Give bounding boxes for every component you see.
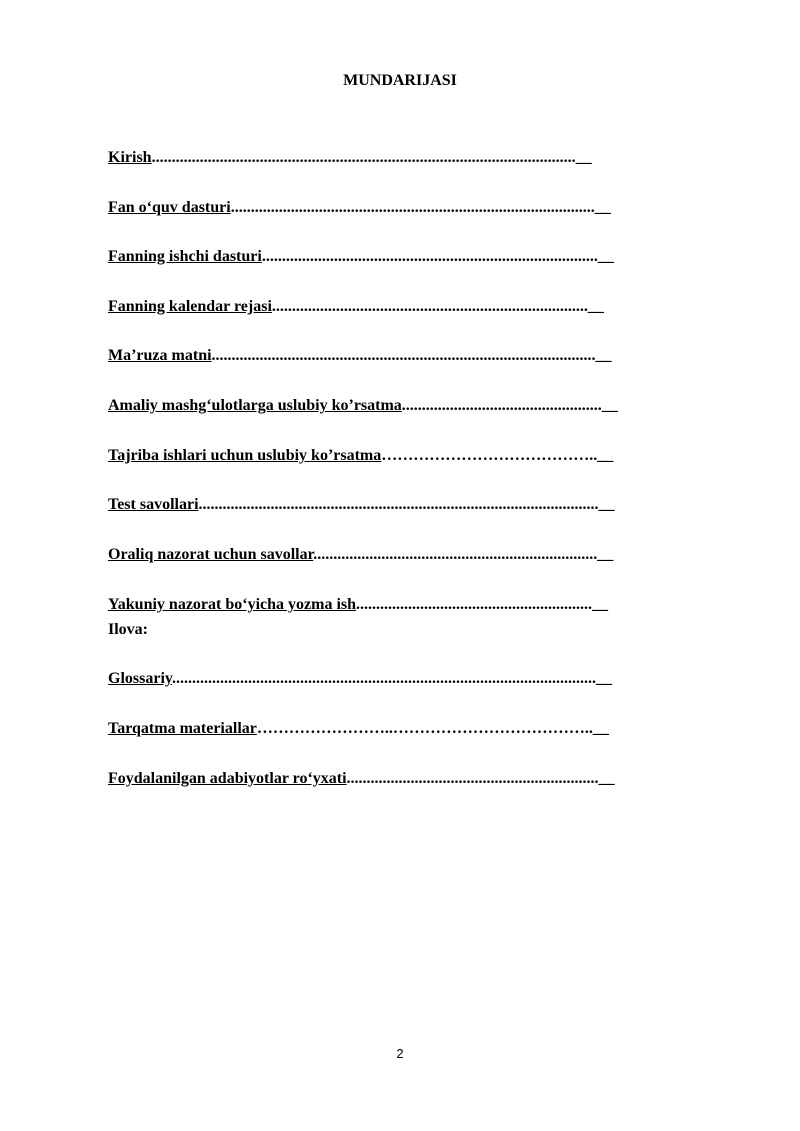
toc-entry-label: Tajriba ishlari uchun uslubiy ko’rsatma xyxy=(108,447,382,464)
toc-entry-label: Glossariy xyxy=(108,670,173,687)
toc-entry-tarqatma-materiallar[interactable] xyxy=(108,719,609,739)
toc-entry-label: Fanning kalendar rejasi xyxy=(108,298,272,315)
toc-page-blank: __ xyxy=(598,496,615,513)
toc-entry-fanning-kalendar-rejasi[interactable] xyxy=(108,297,604,317)
toc-entry-label: Yakuniy nazorat bo‘yicha yozma ish xyxy=(108,596,357,613)
toc-page-blank: __ xyxy=(587,298,604,315)
toc-dot-leader: .......................................................................................................... xyxy=(172,670,597,687)
toc-entry-label: Fan o‘quv dasturi xyxy=(108,199,231,216)
toc-page-blank: __ xyxy=(597,447,614,464)
toc-entry-tajriba-ishlari[interactable] xyxy=(108,446,613,466)
toc-page-blank: __ xyxy=(592,720,609,737)
toc-entry-kirish[interactable] xyxy=(108,148,592,168)
toc-entry-oraliq-nazorat[interactable] xyxy=(108,545,613,565)
toc-page-blank: __ xyxy=(601,397,618,414)
toc-dot-leader: ........................................................... xyxy=(356,596,593,613)
toc-entry-label: Tarqatma materiallar xyxy=(108,720,257,737)
toc-entry-label: Ma’ruza matni xyxy=(108,347,212,364)
page-title: MUNDARIJASI xyxy=(343,72,457,89)
toc-dot-leader: ............................................................... xyxy=(346,770,599,787)
toc-entry-label: Oraliq nazorat uchun savollar xyxy=(108,546,314,563)
toc-entry-yakuniy-nazorat[interactable] xyxy=(108,595,608,615)
toc-entry-amaliy-mashgulotlar[interactable] xyxy=(108,396,618,416)
toc-entry-label: Amaliy mashg‘ulotlarga uslubiy ko’rsatma xyxy=(108,397,402,414)
toc-dot-leader: ………………………………….. xyxy=(381,447,598,464)
toc-dot-leader: ........................................................................................... xyxy=(230,199,595,216)
toc-dot-leader: .................................................................................................... xyxy=(198,496,599,513)
toc-entry-label: Fanning ishchi dasturi xyxy=(108,248,262,265)
toc-entry-label: Test savollari xyxy=(108,496,199,513)
toc-page-blank: __ xyxy=(596,670,613,687)
toc-page-blank: __ xyxy=(592,596,609,613)
toc-dot-leader: .................................................................................... xyxy=(261,248,598,265)
toc-entry-label: Foydalanilgan adabiyotlar ro‘yxati xyxy=(108,770,347,787)
toc-entry-maruza-matni[interactable] xyxy=(108,346,612,366)
toc-page-blank: __ xyxy=(594,199,611,216)
toc-dot-leader: ....................................................................... xyxy=(313,546,598,563)
toc-entry-label: Kirish xyxy=(108,149,152,166)
toc-dot-leader: ............................................................................... xyxy=(271,298,588,315)
toc-dot-leader: ................................................................................................ xyxy=(211,347,596,364)
toc-page-blank: __ xyxy=(597,248,614,265)
toc-entry-glossariy[interactable] xyxy=(108,669,612,689)
toc-entry-test-savollari[interactable] xyxy=(108,495,615,515)
toc-dot-leader: .......................................................................................................... xyxy=(151,149,576,166)
page-number: 2 xyxy=(396,1046,404,1061)
toc-entry-fan-oquv-dasturi[interactable] xyxy=(108,198,611,218)
toc-dot-leader: .................................................. xyxy=(401,397,602,414)
toc-page-blank: __ xyxy=(575,149,592,166)
toc-entry-adabiyotlar[interactable] xyxy=(108,769,615,789)
toc-page-blank: __ xyxy=(597,546,614,563)
toc-entry-fanning-ishchi-dasturi[interactable] xyxy=(108,247,614,267)
appendix-label: Ilova: xyxy=(108,621,148,638)
toc-dot-leader: ……………………..……………………………….. xyxy=(256,720,593,737)
toc-page-blank: __ xyxy=(598,770,615,787)
toc-page-blank: __ xyxy=(595,347,612,364)
